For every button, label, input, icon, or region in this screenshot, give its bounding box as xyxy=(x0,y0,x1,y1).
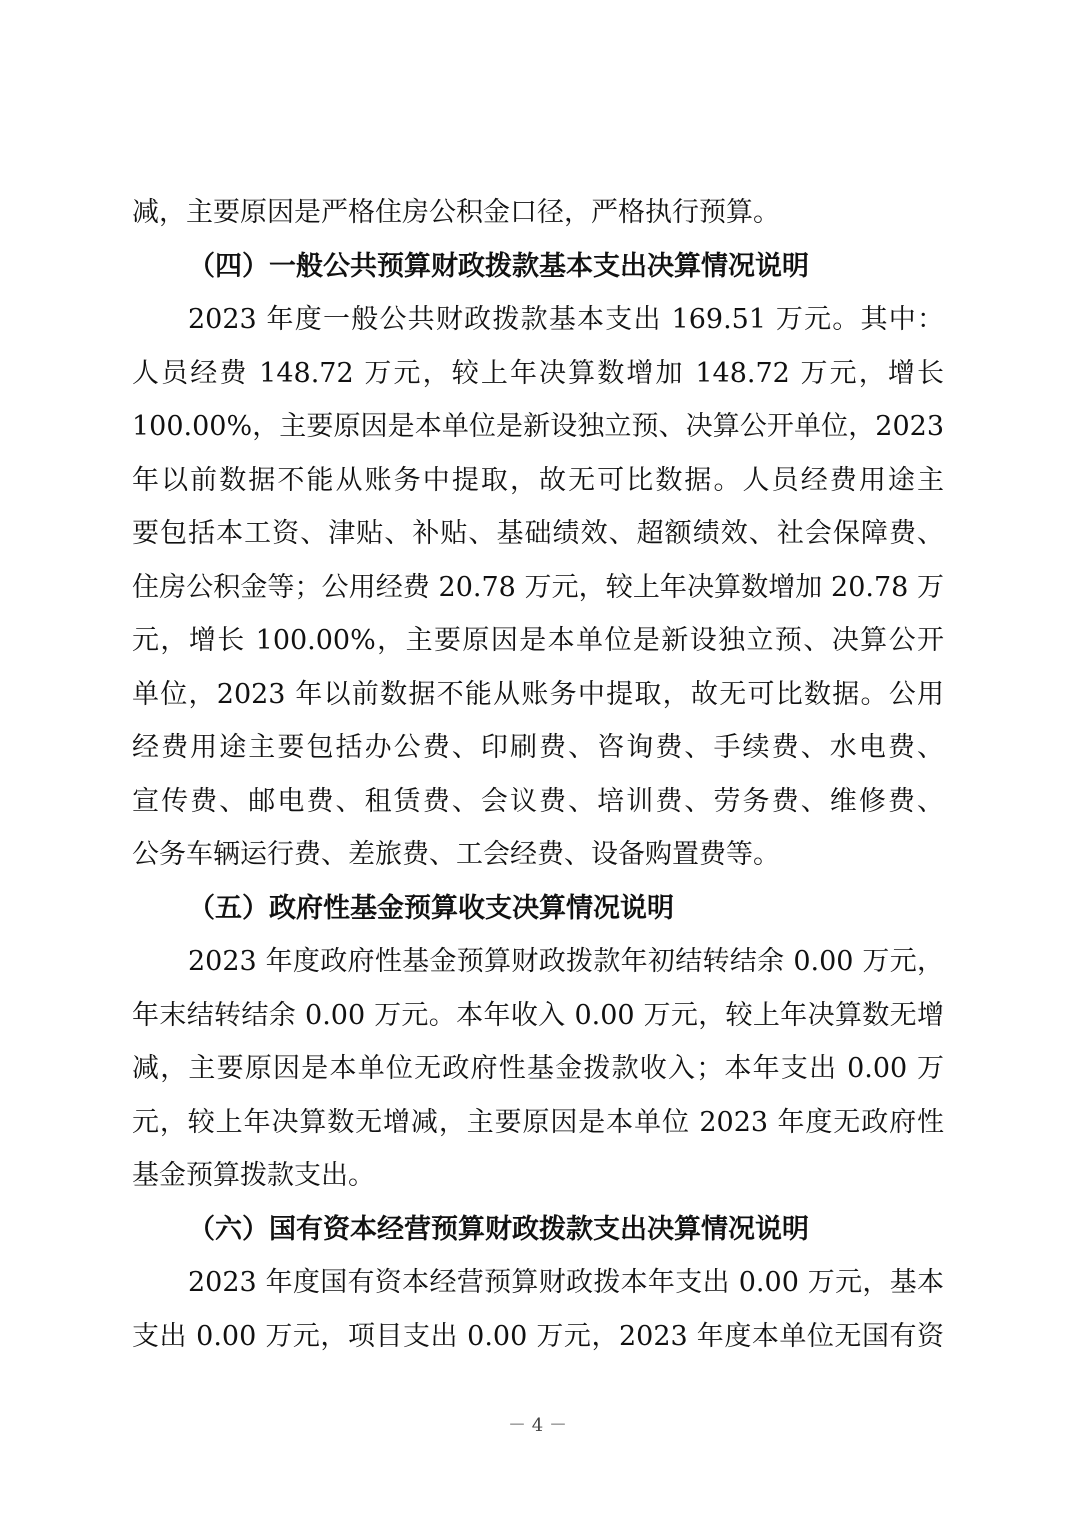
paragraph-line: 单位，2023 年以前数据不能从账务中提取，故无可比数据。公用 xyxy=(132,678,944,710)
paragraph-line: 减，主要原因是本单位无政府性基金拨款收入；本年支出 0.00 万 xyxy=(132,1053,944,1084)
paragraph-line: 公务车辆运行费、差旅费、工会经费、设备购置费等。 xyxy=(132,839,780,870)
paragraph-line: 支出 0.00 万元，项目支出 0.00 万元，2023 年度本单位无国有资 xyxy=(132,1320,944,1352)
paragraph-line: 2023 年度国有资本经营预算财政拨本年支出 0.00 万元，基本 xyxy=(188,1267,944,1298)
paragraph-line: 2023 年度一般公共财政拨款基本支出 169.51 万元。其中： xyxy=(188,304,944,335)
paragraph-line: 2023 年度政府性基金预算财政拨款年初结转结余 0.00 万元， xyxy=(188,946,944,977)
page-number: － 4 － xyxy=(508,1415,567,1436)
paragraph-line: 100.00%，主要原因是本单位是新设独立预、决算公开单位，2023 xyxy=(132,411,944,442)
section-heading-6: （六）国有资本经营预算财政拨款支出决算情况说明 xyxy=(188,1213,809,1245)
paragraph-line: 要包括本工资、津贴、补贴、基础绩效、超额绩效、社会保障费、 xyxy=(132,518,944,549)
paragraph-line: 人员经费 148.72 万元，较上年决算数增加 148.72 万元，增长 xyxy=(132,357,944,389)
paragraph-line: 年以前数据不能从账务中提取，故无可比数据。人员经费用途主 xyxy=(132,464,944,496)
paragraph-line: 减，主要原因是严格住房公积金口径，严格执行预算。 xyxy=(132,197,780,228)
section-heading-5: （五）政府性基金预算收支决算情况说明 xyxy=(188,892,674,924)
body-text xyxy=(132,186,944,1363)
paragraph-line: 经费用途主要包括办公费、印刷费、咨询费、手续费、水电费、 xyxy=(132,732,944,763)
paragraph-line: 宣传费、邮电费、租赁费、会议费、培训费、劳务费、维修费、 xyxy=(132,785,944,817)
paragraph-line: 元，较上年决算数无增减，主要原因是本单位 2023 年度无政府性 xyxy=(132,1106,944,1138)
paragraph-line: 基金预算拨款支出。 xyxy=(132,1160,375,1191)
paragraph-line: 年末结转结余 0.00 万元。本年收入 0.00 万元，较上年决算数无增 xyxy=(132,999,944,1031)
paragraph-line: 元，增长 100.00%，主要原因是本单位是新设独立预、决算公开 xyxy=(132,625,944,656)
paragraph-line: 住房公积金等；公用经费 20.78 万元，较上年决算数增加 20.78 万 xyxy=(132,571,944,603)
section-heading-4: （四）一般公共预算财政拨款基本支出决算情况说明 xyxy=(188,250,809,282)
